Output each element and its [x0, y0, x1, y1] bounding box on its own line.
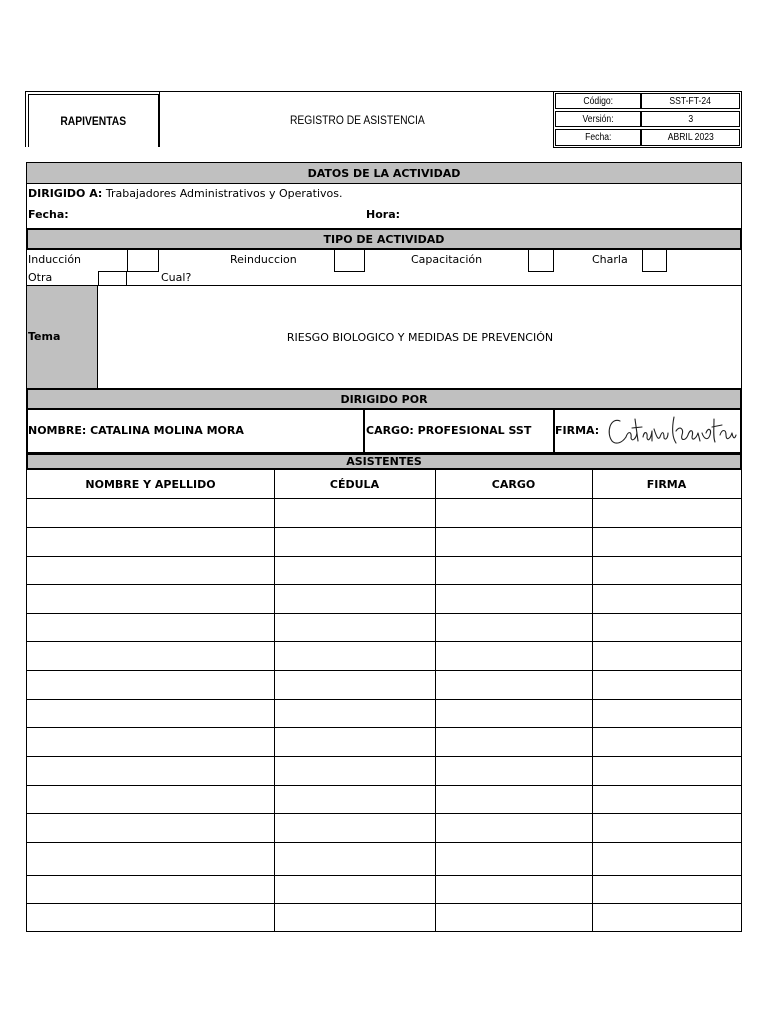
instructor-position: CARGO: PROFESIONAL SST — [366, 424, 532, 437]
meta-date-value: ABRIL 2023 — [641, 129, 740, 146]
section-title: DATOS DE LA ACTIVIDAD — [307, 166, 461, 180]
section-activity-data — [26, 162, 742, 184]
option-induccion-label: Inducción — [28, 253, 82, 266]
table-row[interactable] — [27, 728, 741, 756]
topic-value: RIESGO BIOLOGICO Y MEDIDAS DE PREVENCIÓN — [286, 330, 554, 344]
meta-date-label: Fecha: — [555, 129, 641, 146]
table-row[interactable] — [27, 904, 741, 931]
option-capacitacion-label: Capacitación — [411, 253, 483, 266]
directed-to-label: DIRIGIDO A: — [28, 187, 103, 200]
company-name: RAPIVENTAS — [60, 114, 127, 128]
directed-to-value: Trabajadores Administrativos y Operativos. — [105, 187, 343, 200]
table-row[interactable] — [27, 642, 741, 670]
divider — [363, 409, 365, 454]
table-row[interactable] — [27, 614, 741, 641]
which-label: Cual? — [161, 271, 192, 284]
topic-value-cell[interactable] — [98, 285, 742, 389]
table-row[interactable] — [27, 814, 741, 842]
section-activity-type — [26, 228, 742, 250]
attendees-table — [26, 469, 742, 932]
option-otra-checkbox[interactable] — [98, 271, 127, 286]
table-row[interactable] — [27, 499, 741, 527]
which-field[interactable] — [195, 270, 735, 285]
section-title: ASISTENTES — [346, 455, 422, 468]
table-row[interactable] — [27, 671, 741, 699]
option-otra-label: Otra — [28, 271, 53, 284]
table-row[interactable] — [27, 528, 741, 556]
column-header-signature: FIRMA — [646, 477, 687, 491]
topic-label-cell — [26, 285, 98, 389]
option-capacitacion-checkbox[interactable] — [528, 250, 554, 272]
table-row[interactable] — [27, 585, 741, 613]
table-row[interactable] — [27, 876, 741, 903]
date-label: Fecha: — [28, 208, 69, 221]
table-row[interactable] — [27, 843, 741, 875]
form-title-cell — [159, 91, 555, 147]
date-field[interactable] — [75, 206, 355, 224]
column-header-name: NOMBRE Y APELLIDO — [85, 477, 216, 491]
column-header-position: CARGO — [491, 477, 536, 491]
section-attendees — [26, 453, 742, 470]
table-row[interactable] — [27, 557, 741, 584]
section-title: DIRIGIDO POR — [340, 392, 428, 406]
option-charla-checkbox[interactable] — [642, 250, 667, 272]
instructor-signature — [602, 411, 738, 451]
meta-code-value: SST-FT-24 — [641, 93, 740, 109]
option-reinduccion-label: Reinduccion — [230, 253, 297, 266]
instructor-name: NOMBRE: CATALINA MOLINA MORA — [28, 424, 244, 437]
column-header-id: CÉDULA — [329, 477, 380, 491]
time-field[interactable] — [405, 206, 735, 224]
section-directed-by — [26, 388, 742, 410]
form-title: REGISTRO DE ASISTENCIA — [290, 112, 425, 127]
topic-label: Tema — [28, 330, 61, 343]
table-row[interactable] — [27, 700, 741, 727]
signature-label: FIRMA: — [555, 424, 600, 437]
option-reinduccion-checkbox[interactable] — [334, 250, 365, 272]
option-induccion-checkbox[interactable] — [127, 250, 159, 272]
company-cell — [28, 94, 159, 147]
option-charla-label: Charla — [592, 253, 628, 266]
time-label: Hora: — [366, 208, 401, 221]
meta-code-label: Código: — [555, 93, 641, 109]
table-row[interactable] — [27, 757, 741, 785]
meta-version-value: 3 — [641, 111, 740, 127]
table-row[interactable] — [27, 786, 741, 813]
meta-version-label: Versión: — [555, 111, 641, 127]
directed-to-row — [28, 187, 728, 203]
section-title: TIPO DE ACTIVIDAD — [323, 232, 445, 246]
